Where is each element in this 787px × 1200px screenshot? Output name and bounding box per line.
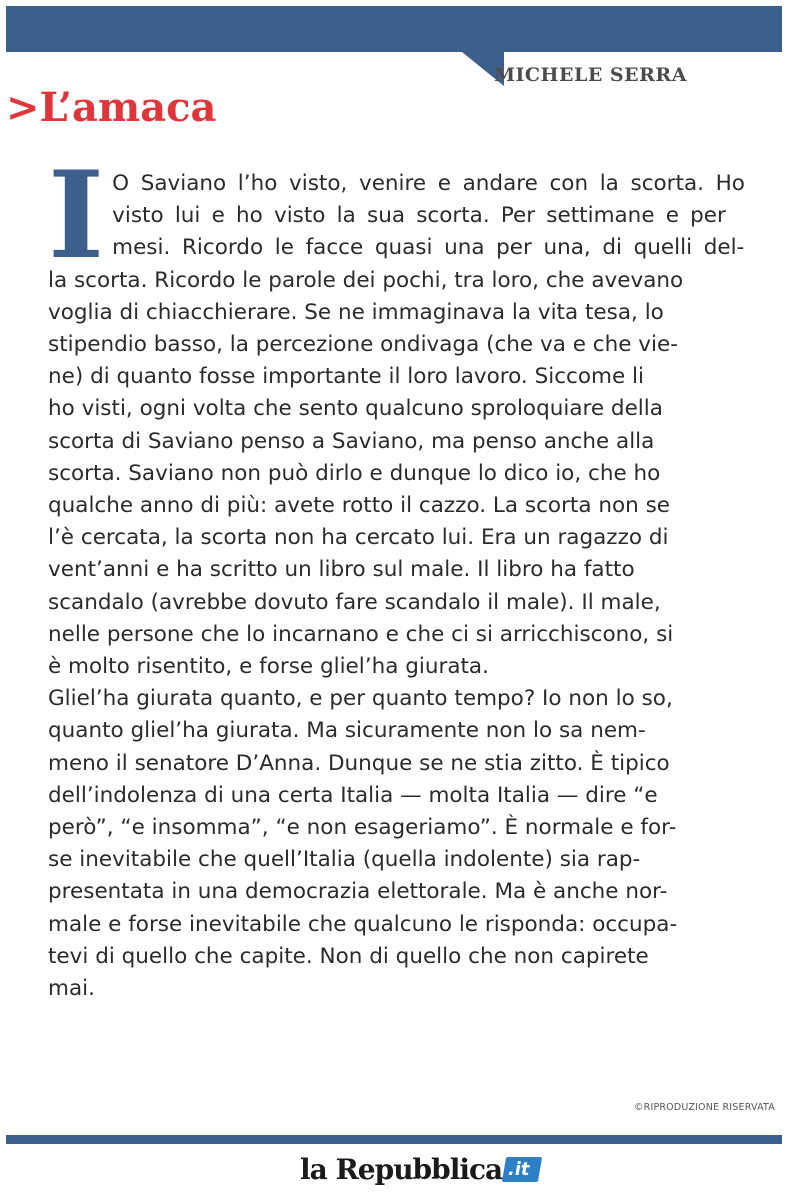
logo-wordmark: la Repubblica [300, 1153, 503, 1186]
article-line: però”, “e insomma”, “e non esageriamo”. È normale e for- [48, 815, 677, 841]
article-line: scorta. Saviano non può dirlo e dunque lo dico io, che ho [48, 460, 661, 486]
article-line: meno il senatore D’Anna. Dunque se ne stia zitto. È tipico [48, 750, 670, 776]
article-line: tevi di quello che capite. Non di quello che non capirete [48, 943, 649, 969]
article-line: mai. [48, 976, 95, 1002]
footer-divider [6, 1135, 782, 1144]
article-body [48, 145, 782, 1005]
article-line: scandalo (avrebbe dovuto fare scandalo il male). Il male, [48, 589, 661, 615]
article-line: se inevitabile che quell’Italia (quella indolente) sia rap- [48, 847, 641, 873]
article-line: stipendio basso, la percezione ondivaga (che va e che vie- [48, 332, 678, 358]
copyright-notice: ©RIPRODUZIONE RISERVATA [633, 1102, 775, 1113]
article-line: è molto risentito, e forse gliel’ha giurata. [48, 654, 489, 680]
author-name: MICHELE SERRA [494, 64, 687, 86]
article-line: quanto gliel’ha giurata. Ma sicuramente non lo sa nem- [48, 718, 646, 744]
publisher-logo [300, 1153, 540, 1193]
article-line: male e forse inevitabile che qualcuno le risponda: occupa- [48, 911, 678, 937]
article-line: l’è cercata, la scorta non ha cercato lui. Era un ragazzo di [48, 525, 669, 551]
article-line: ne) di quanto fosse importante il loro lavoro. Siccome li [48, 364, 644, 390]
article-line: dell’indolenza di una certa Italia — molta Italia — dire “e [48, 782, 658, 808]
article-line: nelle persone che lo incarnano e che ci si arricchiscono, si [48, 621, 674, 647]
article-line: O Saviano l’ho visto, venire e andare con la scorta. Ho [112, 171, 745, 196]
article-paragraph [48, 145, 782, 1005]
column-title: >L’amaca [6, 84, 217, 131]
article-line: scorta di Saviano penso a Saviano, ma penso anche alla [48, 428, 655, 454]
article-line: vent’anni e ha scritto un libro sul male. Il libro ha fatto [48, 557, 635, 583]
article-line: Gliel’ha giurata quanto, e per quanto tempo? Io non lo so, [48, 686, 673, 712]
article-line: la scorta. Ricordo le parole dei pochi, tra loro, che avevano [48, 267, 684, 293]
article-line: ho visti, ogni volta che sento qualcuno sproloquiare della [48, 396, 663, 422]
logo-it-badge: .it [502, 1157, 542, 1182]
article-line: mesi. Ricordo le facce quasi una per una, di quelli del- [112, 235, 745, 261]
article-line: presentata in una democrazia elettorale. Ma è anche nor- [48, 879, 668, 905]
drop-cap: I [48, 145, 105, 286]
article-line: visto lui e ho visto la sua scorta. Per settimane e per [112, 203, 726, 229]
article-line: voglia di chiacchierare. Se ne immaginava la vita tesa, lo [48, 299, 664, 325]
article-line: qualche anno di più: avete rotto il cazzo. La scorta non se [48, 493, 671, 519]
